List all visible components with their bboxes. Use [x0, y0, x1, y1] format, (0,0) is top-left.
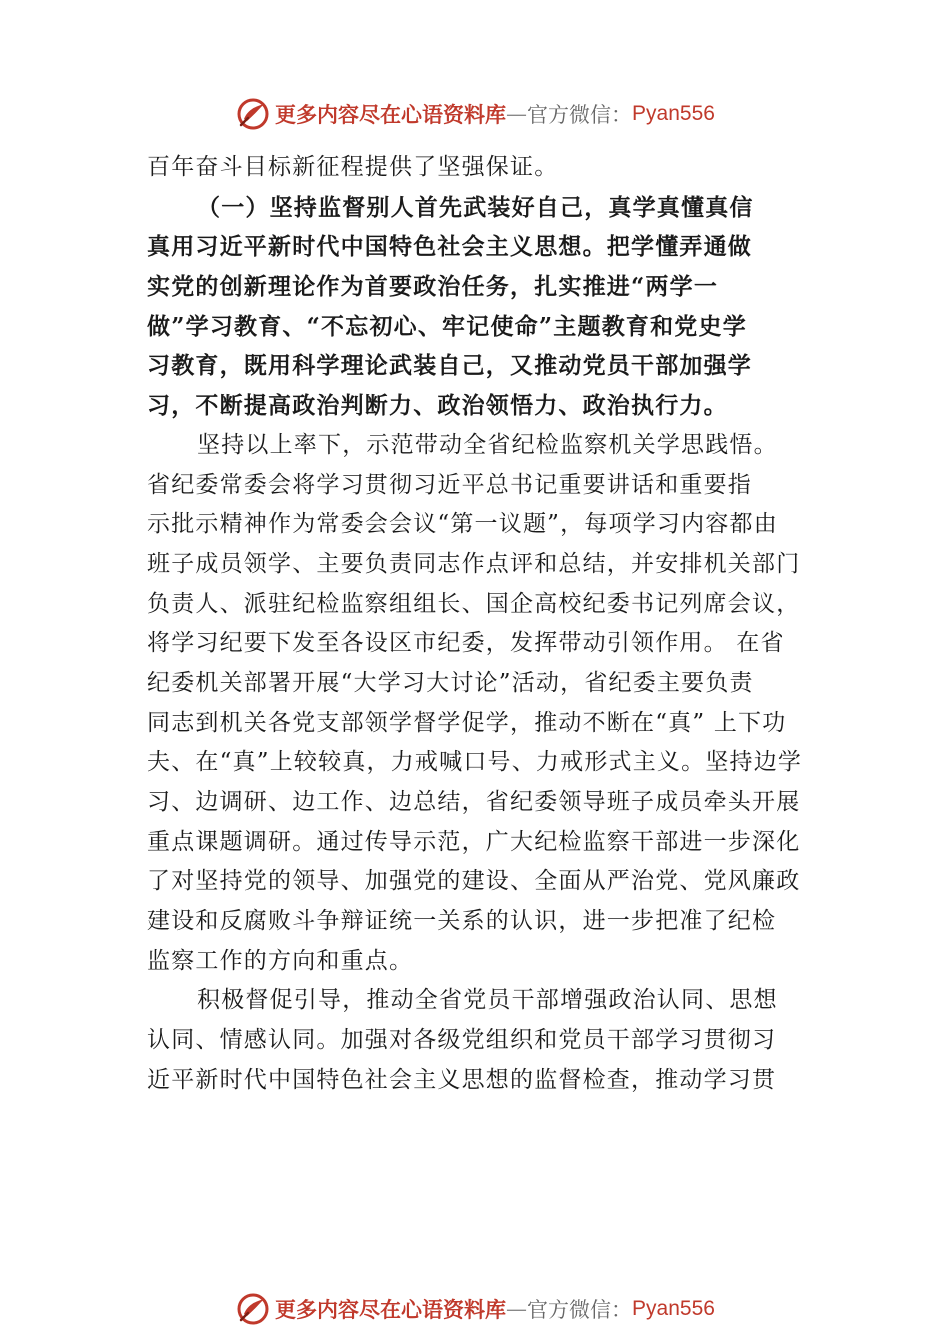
paragraph-line: 省纪委常委会将学习贯彻习近平总书记重要讲话和重要指 [147, 471, 752, 498]
paragraph-line: 坚持以上率下，示范带动全省纪检监察机关学思践悟。 [197, 431, 778, 458]
paragraph [147, 426, 827, 982]
watermark-wechat-id: Pyan556 [632, 1297, 715, 1320]
paragraph-line: 将学习纪要下发至各设区市纪委，发挥带动引领作用。 在省 [147, 630, 785, 657]
paragraph-line: 班子成员领学、主要负责同志作点评和总结，并安排机关部门 [147, 550, 801, 577]
paragraph-line: 示批示精神作为常委会会议“第一议题”，每项学习内容都由 [147, 511, 778, 538]
brand-logo-icon [235, 1291, 271, 1327]
footer-watermark [0, 1289, 950, 1329]
paragraph [147, 148, 827, 188]
paragraph-line: 负责人、派驻纪检监察组组长、国企高校纪委书记列席会议， [147, 590, 801, 617]
paragraph-line: 积极督促引导，推动全省党员干部增强政治认同、思想 [197, 987, 778, 1014]
paragraph-line: 重点课题调研。通过传导示范，广大纪检监察干部进一步深化 [147, 828, 801, 855]
paragraph-line: 了对坚持党的领导、加强党的建设、全面从严治党、党风廉政 [147, 868, 801, 895]
paragraph-line: 习，不断提高政治判断力、政治领悟力、政治执行力。 [147, 392, 728, 420]
watermark-wechat-id: Pyan556 [632, 102, 715, 125]
paragraph-line: 纪委机关部署开展“大学习大讨论”活动，省纪委主要负责 [147, 669, 754, 696]
watermark-brand-text: 更多内容尽在心语资料库 [275, 102, 507, 127]
paragraph-line: 监察工作的方向和重点。 [147, 947, 414, 974]
paragraph-line: 习、边调研、边工作、边总结，省纪委领导班子成员牵头开展 [147, 789, 801, 815]
paragraph-line: 做”学习教育、“不忘初心、牢记使命”主题教育和党史学 [147, 312, 747, 340]
paragraph-line: 习教育，既用科学理论武装自己，又推动党员干部加强学 [147, 352, 752, 380]
paragraph-line: 同志到机关各党支部领学督学促学，推动不断在“真” 上下功 [147, 709, 787, 736]
watermark-wechat-label: 官方微信： [527, 1298, 633, 1322]
watermark-dash: — [506, 102, 528, 126]
paragraph-line: 近平新时代中国特色社会主义思想的监督检查，推动学习贯 [147, 1066, 777, 1093]
paragraph-line: 夫、在“真”上较较真，力戒喊口号、力戒形式主义。坚持边学 [147, 749, 803, 776]
paragraph [147, 981, 827, 1100]
watermark-brand-text: 更多内容尽在心语资料库 [275, 1297, 507, 1322]
watermark-wechat-label: 官方微信： [527, 103, 633, 127]
paragraph-line: 实党的创新理论作为首要政治任务，扎实推进“两学一 [147, 273, 719, 301]
paragraph-line: 百年奋斗目标新征程提供了坚强保证。 [147, 154, 559, 180]
document-body [147, 148, 827, 1101]
brand-logo-icon [235, 96, 271, 132]
watermark-dash: — [506, 1297, 528, 1321]
paragraph-line: 认同、情感认同。加强对各级党组织和党员干部学习贯彻习 [147, 1027, 777, 1054]
paragraph [147, 188, 827, 426]
paragraph-line: （一）坚持监督别人首先武装好自己，真学真懂真信 [197, 193, 754, 221]
paragraph-line: 真用习近平新时代中国特色社会主义思想。把学懂弄通做 [147, 233, 752, 261]
header-watermark [0, 94, 950, 134]
paragraph-line: 建设和反腐败斗争辩证统一关系的认识，进一步把准了纪检 [147, 908, 777, 935]
